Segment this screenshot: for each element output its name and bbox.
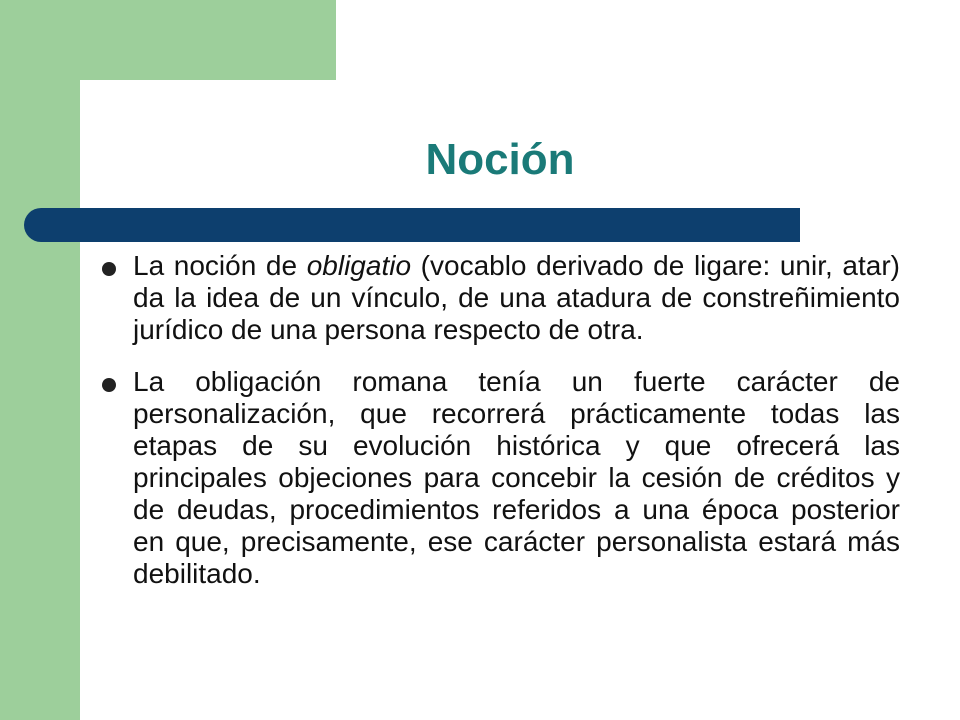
bullet-text-start: La noción de	[133, 250, 307, 281]
bullet-text	[133, 250, 900, 346]
bullet-text-italic: obligatio	[306, 250, 412, 281]
bullet-item	[100, 250, 900, 346]
bullet-item	[100, 366, 900, 590]
bullet-list	[100, 250, 900, 610]
green-decor-strip	[0, 0, 80, 720]
title-underline-bar	[24, 208, 800, 242]
bullet-dot-icon	[102, 378, 116, 392]
slide-title: Noción	[425, 135, 575, 184]
bullet-dot-icon	[102, 262, 116, 276]
bullet-text: La obligación romana tenía un fuerte carácter de personalización, que recorrerá prácticamente todas las etapas de su evolución histórica y que ofrecerá las principales objeciones para concebir la cesión de créditos y de deudas, procedimientos referidos a una época posterior en que, precisamente, ese carácter personalista estará más debilitado.	[133, 366, 900, 589]
bullet-text-end: (vocablo derivado de ligare: unir, atar) da la idea de un vínculo, de una atadura de constreñimiento jurídico de una persona respecto de otra.	[133, 250, 900, 345]
